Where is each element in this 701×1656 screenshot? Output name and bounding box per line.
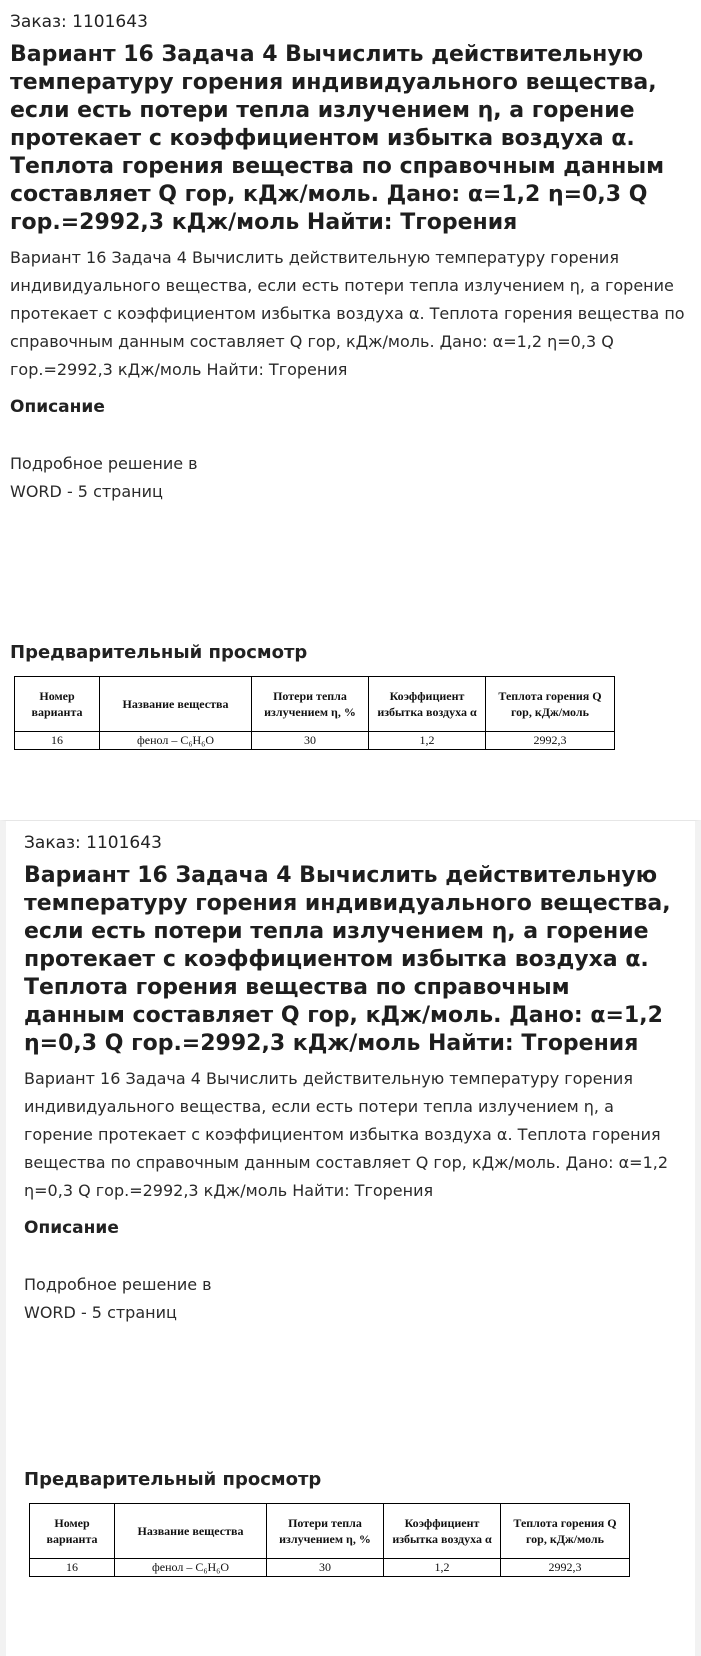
cell-variant-number: 16 [15,732,100,750]
header-heat-loss: Потери тепла излучением η, % [267,1504,384,1559]
table-header-row [15,677,615,732]
task-title: Вариант 16 Задача 4 Вычислить действительную температуру горения индивидуального вещества, если есть потери тепла излучением η, а горение протекает с коэффициентом избытка воздуха α. Теплота горения вещества по справочным данным составляет Q гор, кДж/моль. Дано: α=1,2 η=0,3 Q гор.=2992,3 кДж/моль Найти: Tгорения [24,863,671,1056]
solution-detail: Подробное решение в WORD - 5 страниц [24,1275,212,1322]
header-air-excess: Коэффициент избытка воздуха α [384,1504,501,1559]
header-variant-number: Номер варианта [15,677,100,732]
task-title: Вариант 16 Задача 4 Вычислить действительную температуру горения индивидуального вещества, если есть потери тепла излучением η, а горение протекает с коэффициентом избытка воздуха α. Теплота горения вещества по справочным данным составляет Q гор, кДж/моль. Дано: α=1,2 η=0,3 Q гор.=2992,3 кДж/моль Найти: Tгорения [10,42,665,235]
description-heading: Описание [24,1218,119,1238]
cell-heat-loss: 30 [267,1559,384,1577]
preview-table [29,1503,630,1577]
header-heat-of-combustion: Теплота горения Q гор, кДж/моль [486,677,615,732]
cell-substance-name: фенол – C₆H₆O [100,732,252,750]
table-row [30,1559,630,1577]
header-air-excess: Коэффициент избытка воздуха α [369,677,486,732]
table-row [15,732,615,750]
cell-heat-of-combustion: 2992,3 [486,732,615,750]
description-heading: Описание [10,397,105,417]
preview-table [14,676,615,750]
task-description: Вариант 16 Задача 4 Вычислить действительную температуру горения индивидуального вещества, если есть потери тепла излучением η, а горение протекает с коэффициентом избытка воздуха α. Теплота горения вещества по справочным данным составляет Q гор, кДж/моль. Дано: α=1,2 η=0,3 Q гор.=2992,3 кДж/моль Найти: Tгорения [24,1069,669,1200]
header-substance-name: Название вещества [100,677,252,732]
order-number: Заказ: 1101643 [24,833,162,853]
header-heat-loss: Потери тепла излучением η, % [252,677,369,732]
blank-space [24,1327,677,1467]
cell-variant-number: 16 [30,1559,115,1577]
cell-air-excess: 1,2 [384,1559,501,1577]
cell-air-excess: 1,2 [369,732,486,750]
order-block-2 [0,820,701,1656]
table-header-row [30,1504,630,1559]
header-variant-number: Номер варианта [30,1504,115,1559]
blank-space [10,506,691,640]
order-number: Заказ: 1101643 [10,12,148,32]
header-heat-of-combustion: Теплота горения Q гор, кДж/моль [501,1504,630,1559]
task-description: Вариант 16 Задача 4 Вычислить действительную температуру горения индивидуального вещества, если есть потери тепла излучением η, а горение протекает с коэффициентом избытка воздуха α. Теплота горения вещества по справочным данным составляет Q гор, кДж/моль. Дано: α=1,2 η=0,3 Q гор.=2992,3 кДж/моль Найти: Tгорения [10,248,685,379]
preview-heading: Предварительный просмотр [10,642,308,663]
preview-heading: Предварительный просмотр [24,1469,322,1490]
cell-heat-of-combustion: 2992,3 [501,1559,630,1577]
cell-substance-name: фенол – C₆H₆O [115,1559,267,1577]
order-block-1 [0,0,701,820]
header-substance-name: Название вещества [115,1504,267,1559]
solution-detail: Подробное решение в WORD - 5 страниц [10,454,198,501]
cell-heat-loss: 30 [252,732,369,750]
